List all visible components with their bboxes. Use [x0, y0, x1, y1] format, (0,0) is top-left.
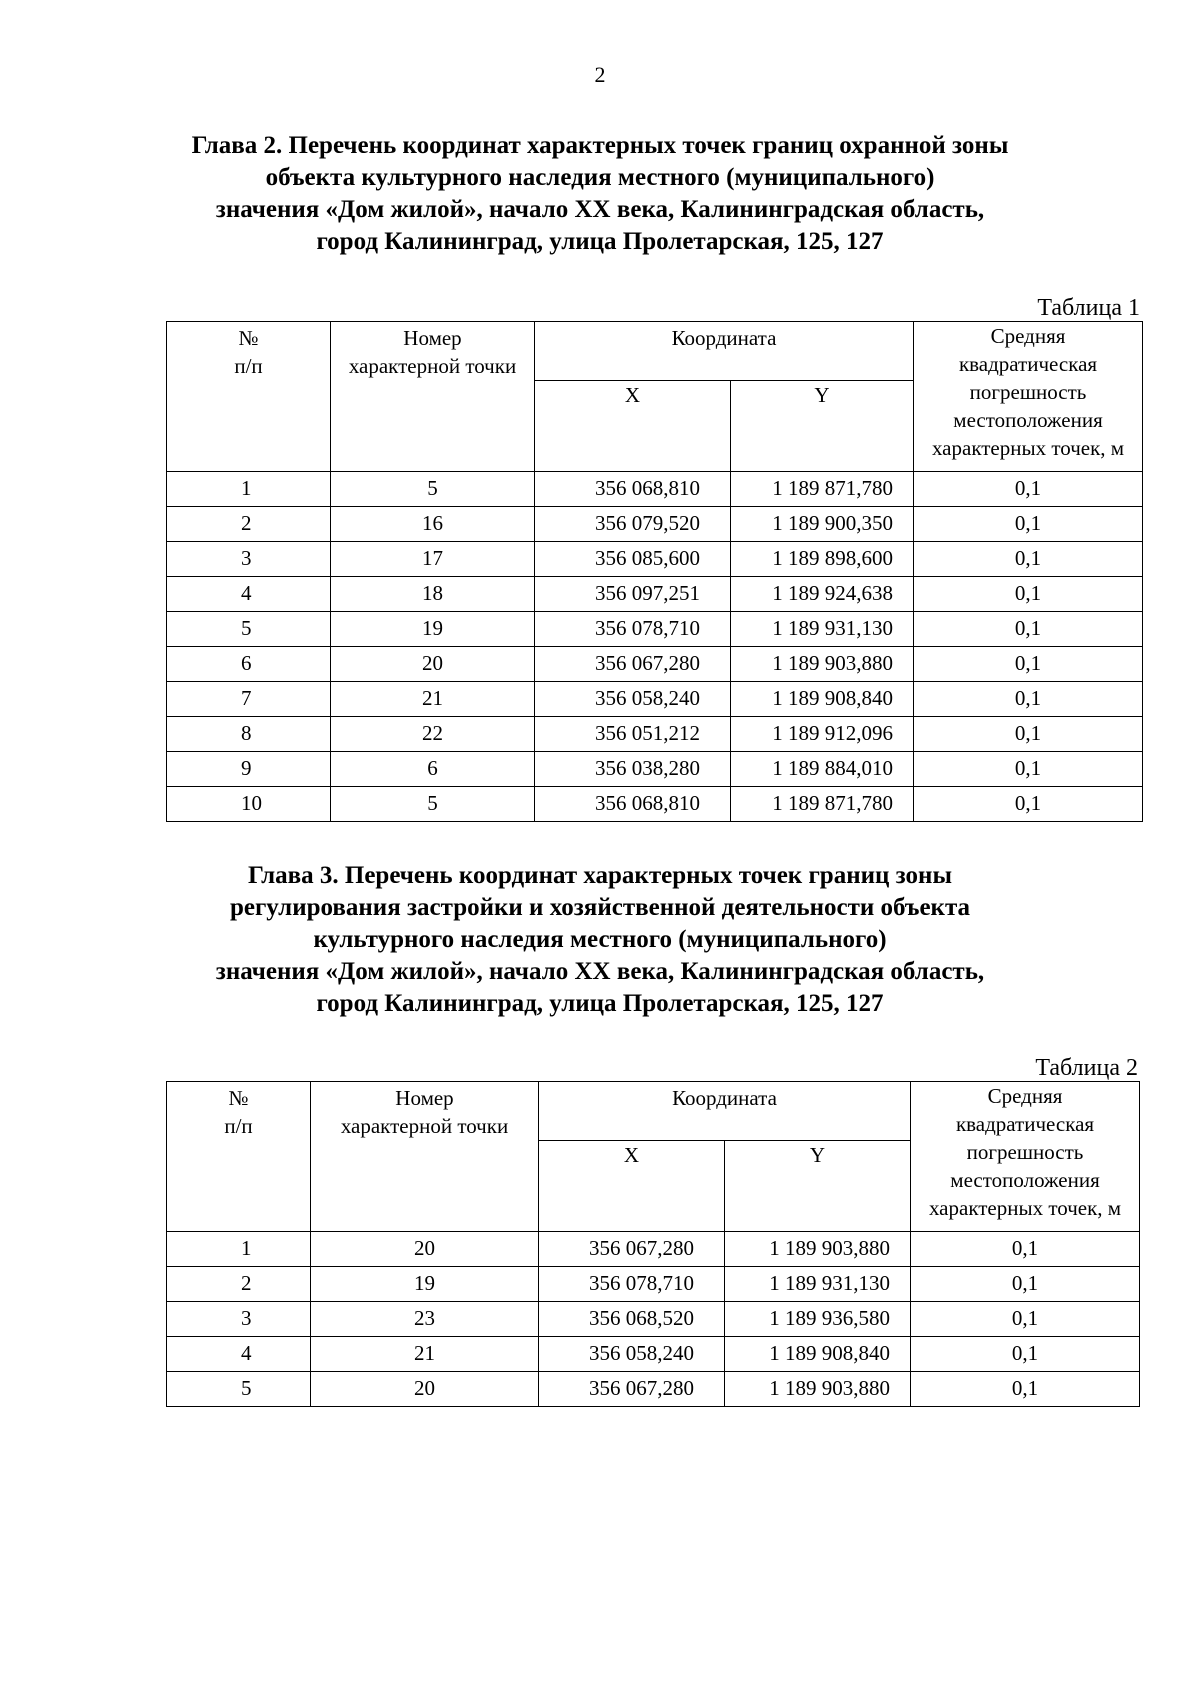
header-error-line: местоположения	[950, 1168, 1100, 1192]
coord-x: 356 085,600	[535, 542, 731, 577]
table-1-caption: Таблица 1	[1037, 295, 1140, 321]
coord-x: 356 079,520	[535, 507, 731, 542]
header-num	[167, 1082, 311, 1232]
coord-y: 1 189 871,780	[731, 472, 914, 507]
header-error-line: Средняя	[990, 324, 1066, 348]
row-number: 7	[167, 682, 331, 717]
row-number: 3	[167, 1302, 311, 1337]
coord-y: 1 189 924,638	[731, 577, 914, 612]
header-error-line: погрешность	[966, 1140, 1084, 1164]
point-number: 16	[331, 507, 535, 542]
header-point-line: Номер	[395, 1086, 454, 1110]
table-row	[167, 612, 1143, 647]
point-number: 19	[311, 1267, 539, 1302]
coord-x: 356 078,710	[535, 612, 731, 647]
header-error-line: квадратическая	[955, 1112, 1095, 1136]
header-error-line: характерных точек, м	[928, 1196, 1122, 1220]
header-point-number	[311, 1082, 539, 1232]
title-line: регулирования застройки и хозяйственной деятельности объекта	[229, 894, 971, 921]
point-number: 5	[331, 472, 535, 507]
point-number: 20	[311, 1372, 539, 1407]
header-num-line: №	[238, 326, 259, 350]
header-error	[914, 322, 1143, 472]
row-number: 2	[167, 507, 331, 542]
table-row	[167, 542, 1143, 577]
error-value: 0,1	[914, 647, 1143, 682]
row-number: 8	[167, 717, 331, 752]
error-value: 0,1	[914, 612, 1143, 647]
header-num-line: №	[228, 1086, 249, 1110]
table-2-caption: Таблица 2	[1035, 1055, 1138, 1081]
row-number: 4	[167, 1337, 311, 1372]
table-row	[167, 1372, 1140, 1407]
coord-y: 1 189 900,350	[731, 507, 914, 542]
header-point-line: Номер	[403, 326, 462, 350]
coordinates-table-1	[166, 321, 1143, 822]
point-number: 20	[311, 1232, 539, 1267]
header-point-number	[331, 322, 535, 472]
error-value: 0,1	[914, 472, 1143, 507]
header-error-line: характерных точек, м	[931, 436, 1125, 460]
table-row	[167, 752, 1143, 787]
coord-x: 356 067,280	[539, 1232, 725, 1267]
error-value: 0,1	[911, 1232, 1140, 1267]
row-number: 3	[167, 542, 331, 577]
point-number: 21	[331, 682, 535, 717]
header-coordinate: Координата	[535, 322, 914, 381]
table-row	[167, 1232, 1140, 1267]
coord-x: 356 068,810	[535, 787, 731, 822]
coord-y: 1 189 908,840	[731, 682, 914, 717]
coord-x: 356 097,251	[535, 577, 731, 612]
table-row	[167, 1337, 1140, 1372]
coord-y: 1 189 908,840	[725, 1337, 911, 1372]
row-number: 6	[167, 647, 331, 682]
table-1-body	[167, 472, 1143, 822]
row-number: 9	[167, 752, 331, 787]
error-value: 0,1	[914, 507, 1143, 542]
coord-y: 1 189 936,580	[725, 1302, 911, 1337]
header-error-line: Средняя	[987, 1084, 1063, 1108]
coord-x: 356 068,520	[539, 1302, 725, 1337]
point-number: 22	[331, 717, 535, 752]
coord-y: 1 189 884,010	[731, 752, 914, 787]
title-line: город Калининград, улица Пролетарская, 125, 127	[316, 228, 884, 255]
header-coordinate: Координата	[539, 1082, 911, 1141]
error-value: 0,1	[911, 1337, 1140, 1372]
row-number: 2	[167, 1267, 311, 1302]
title-line: объекта культурного наследия местного (муниципального)	[265, 164, 935, 191]
chapter-3-title	[150, 860, 1050, 1020]
point-number: 23	[311, 1302, 539, 1337]
error-value: 0,1	[911, 1372, 1140, 1407]
coord-y: 1 189 898,600	[731, 542, 914, 577]
header-num	[167, 322, 331, 472]
coord-x: 356 051,212	[535, 717, 731, 752]
header-x: X	[535, 381, 731, 472]
coord-x: 356 038,280	[535, 752, 731, 787]
coord-y: 1 189 871,780	[731, 787, 914, 822]
header-error-line: местоположения	[953, 408, 1103, 432]
coord-y: 1 189 903,880	[725, 1232, 911, 1267]
header-error	[911, 1082, 1140, 1232]
header-point-line: характерной точки	[340, 1114, 509, 1138]
title-line: Глава 2. Перечень координат характерных точек границ охранной зоны	[191, 132, 1009, 159]
error-value: 0,1	[914, 577, 1143, 612]
error-value: 0,1	[914, 787, 1143, 822]
table-row	[167, 717, 1143, 752]
coord-x: 356 067,280	[535, 647, 731, 682]
title-line: культурного наследия местного (муниципального)	[313, 926, 887, 953]
table-row	[167, 1302, 1140, 1337]
header-y: Y	[731, 381, 914, 472]
point-number: 21	[311, 1337, 539, 1372]
header-num-line: п/п	[234, 354, 263, 378]
page-number: 2	[594, 62, 606, 87]
table-row	[167, 472, 1143, 507]
chapter-2-title	[150, 130, 1050, 258]
coord-y: 1 189 931,130	[725, 1267, 911, 1302]
error-value: 0,1	[914, 717, 1143, 752]
point-number: 18	[331, 577, 535, 612]
table-row	[167, 787, 1143, 822]
point-number: 19	[331, 612, 535, 647]
table-2-body	[167, 1232, 1140, 1407]
row-number: 10	[167, 787, 331, 822]
row-number: 5	[167, 612, 331, 647]
header-error-line: погрешность	[969, 380, 1087, 404]
header-error-line: квадратическая	[958, 352, 1098, 376]
coord-x: 356 067,280	[539, 1372, 725, 1407]
header-y: Y	[725, 1141, 911, 1232]
coord-y: 1 189 912,096	[731, 717, 914, 752]
table-row	[167, 577, 1143, 612]
point-number: 6	[331, 752, 535, 787]
error-value: 0,1	[911, 1267, 1140, 1302]
table-row	[167, 682, 1143, 717]
coord-x: 356 068,810	[535, 472, 731, 507]
coordinates-table-2	[166, 1081, 1140, 1407]
header-point-line: характерной точки	[348, 354, 517, 378]
row-number: 1	[167, 472, 331, 507]
row-number: 5	[167, 1372, 311, 1407]
point-number: 5	[331, 787, 535, 822]
coord-y: 1 189 903,880	[731, 647, 914, 682]
title-line: город Калининград, улица Пролетарская, 125, 127	[316, 990, 884, 1017]
row-number: 1	[167, 1232, 311, 1267]
coord-y: 1 189 931,130	[731, 612, 914, 647]
title-line: значения «Дом жилой», начало XX века, Калининградская область,	[215, 958, 985, 985]
point-number: 20	[331, 647, 535, 682]
coord-x: 356 058,240	[539, 1337, 725, 1372]
coord-y: 1 189 903,880	[725, 1372, 911, 1407]
error-value: 0,1	[911, 1302, 1140, 1337]
point-number: 17	[331, 542, 535, 577]
title-line: Глава 3. Перечень координат характерных точек границ зоны	[248, 862, 952, 889]
error-value: 0,1	[914, 542, 1143, 577]
table-row	[167, 647, 1143, 682]
error-value: 0,1	[914, 752, 1143, 787]
header-num-line: п/п	[224, 1114, 253, 1138]
coord-x: 356 078,710	[539, 1267, 725, 1302]
row-number: 4	[167, 577, 331, 612]
table-row	[167, 507, 1143, 542]
title-line: значения «Дом жилой», начало XX века, Калининградская область,	[215, 196, 985, 223]
table-row	[167, 1267, 1140, 1302]
coord-x: 356 058,240	[535, 682, 731, 717]
header-x: X	[539, 1141, 725, 1232]
error-value: 0,1	[914, 682, 1143, 717]
